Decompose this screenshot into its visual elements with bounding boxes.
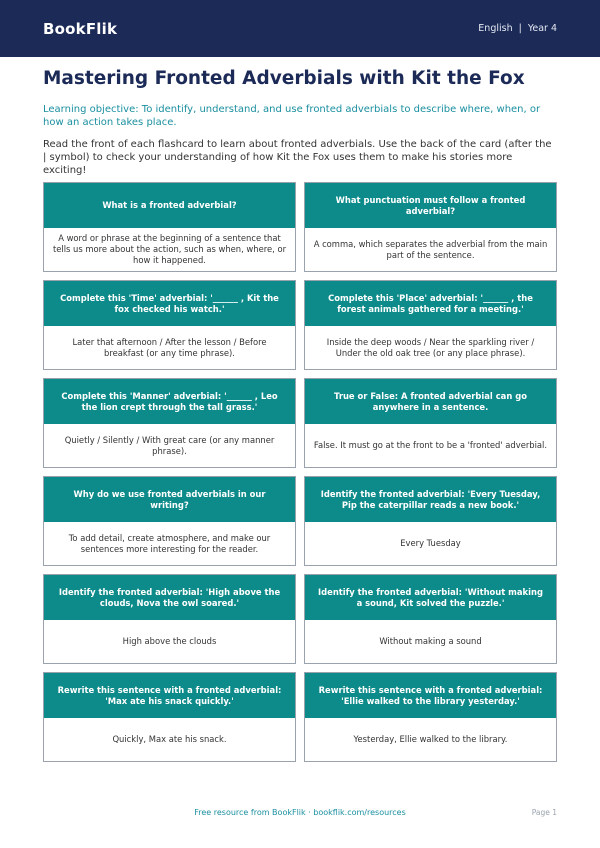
flashcard[interactable] xyxy=(304,574,557,664)
flashcard[interactable] xyxy=(43,476,296,566)
flashcard-front: Identify the fronted adverbial: 'High above the clouds, Nova the owl soared.' xyxy=(44,575,295,620)
top-bar xyxy=(0,0,600,57)
flashcard-back: Yesterday, Ellie walked to the library. xyxy=(353,734,508,744)
page-number: Page 1 xyxy=(531,808,557,817)
flashcard-front: Complete this 'Place' adverbial: '______ , the forest animals gathered for a meeting.' xyxy=(305,281,556,326)
flashcard[interactable] xyxy=(304,672,557,762)
flashcard[interactable] xyxy=(304,378,557,468)
flashcard[interactable] xyxy=(43,280,296,370)
flashcard-front: What punctuation must follow a fronted adverbial? xyxy=(305,183,556,228)
flashcard-back: Inside the deep woods / Near the sparkling river / Under the old oak tree (or any place phrase). xyxy=(326,336,535,358)
flashcard-grid xyxy=(43,182,557,762)
header-meta xyxy=(478,23,557,34)
page-title: Mastering Fronted Adverbials with Kit the Fox xyxy=(43,68,525,89)
flashcard-back: Quickly, Max ate his snack. xyxy=(112,734,227,744)
flashcard[interactable] xyxy=(43,574,296,664)
language-label: English xyxy=(478,23,513,34)
flashcard[interactable] xyxy=(304,182,557,272)
flashcard-back: Without making a sound xyxy=(379,636,482,646)
flashcard[interactable] xyxy=(43,378,296,468)
flashcard-front: Why do we use fronted adverbials in our writing? xyxy=(44,477,295,522)
flashcard-back: Later that afternoon / After the lesson / Before breakfast (or any time phrase). xyxy=(72,336,267,358)
footer xyxy=(0,808,600,820)
flashcard[interactable] xyxy=(304,280,557,370)
year-label: Year 4 xyxy=(527,23,557,34)
flashcard-back: A word or phrase at the beginning of a sentence that tells us more about the action, such as when, where, or how it happened. xyxy=(52,233,287,265)
flashcard-front: Complete this 'Manner' adverbial: '______ , Leo the lion crept through the tall grass.' xyxy=(44,379,295,424)
flashcard[interactable] xyxy=(43,672,296,762)
flashcard-back: Quietly / Silently / With great care (or any manner phrase). xyxy=(64,434,275,456)
brand-logo: BookFlik xyxy=(43,19,118,38)
flashcard-back: A comma, which separates the adverbial from the main part of the sentence. xyxy=(313,238,548,260)
flashcard-front: Identify the fronted adverbial: 'Every Tuesday, Pip the caterpillar reads a new book.' xyxy=(305,477,556,522)
flashcard-back: Every Tuesday xyxy=(400,538,461,548)
flashcard-front: Rewrite this sentence with a fronted adverbial: 'Ellie walked to the library yesterday.' xyxy=(305,673,556,718)
flashcard-back: High above the clouds xyxy=(122,636,217,646)
flashcard-front: What is a fronted adverbial? xyxy=(44,183,295,228)
flashcard[interactable] xyxy=(43,182,296,272)
footer-credit: Free resource from BookFlik · bookflik.com/resources xyxy=(194,808,406,817)
intro-text: Read the front of each flashcard to learn about fronted adverbials. Use the back of the card (after the | symbol) to check your understanding of how Kit the Fox uses them to make his stories more exciting! xyxy=(43,139,552,176)
flashcard-front: Identify the fronted adverbial: 'Without making a sound, Kit solved the puzzle.' xyxy=(305,575,556,620)
flashcard-front: True or False: A fronted adverbial can go anywhere in a sentence. xyxy=(305,379,556,424)
learning-objective: Learning objective: To identify, understand, and use fronted adverbials to describe where, when, or how an action takes place. xyxy=(43,104,541,128)
flashcard[interactable] xyxy=(304,476,557,566)
flashcard-front: Rewrite this sentence with a fronted adverbial: 'Max ate his snack quickly.' xyxy=(44,673,295,718)
meta-separator: | xyxy=(518,23,522,34)
flashcard-front: Complete this 'Time' adverbial: '______ , Kit the fox checked his watch.' xyxy=(44,281,295,326)
flashcard-back: To add detail, create atmosphere, and make our sentences more interesting for the reader. xyxy=(68,532,271,554)
flashcard-back: False. It must go at the front to be a 'fronted' adverbial. xyxy=(313,440,548,450)
